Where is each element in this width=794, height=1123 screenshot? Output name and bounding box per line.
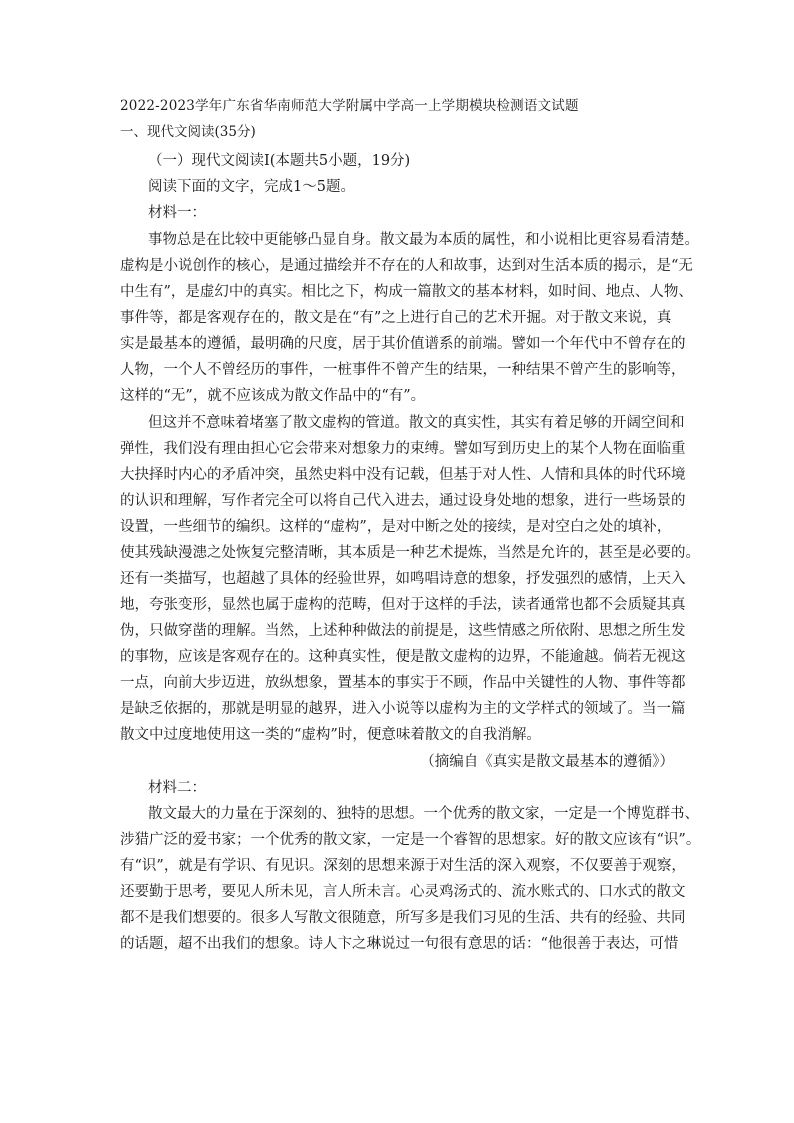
paragraph-line: 地，夸张变形，显然也属于虚构的范畴，但对于这样的手法，读者通常也都不会质疑其真 [120, 597, 686, 613]
paragraph-line: 涉猎广泛的爱书家；一个优秀的散文家，一定是一个睿智的思想家。好的散文应该有“识”。 [120, 832, 701, 848]
paragraph-line: 是缺乏依据的，那就是明显的越界，进入小说等以虚构为主的文学样式的领域了。当一篇 [120, 701, 686, 717]
paragraph-line: 有“识”，就是有学识、有见识。深刻的思想来源于对生活的深入观察，不仅要善于观察， [120, 858, 686, 874]
paragraph-line: 设置，一些细节的编织。这样的“虚构”，是对中断之处的接续，是对空白之处的填补， [120, 519, 672, 535]
paragraph-line: 使其残缺漫漶之处恢复完整清晰，其本质是一种艺术提炼，当然是允许的，甚至是必要的。 [120, 545, 700, 561]
document-title: 2022-2023学年广东省华南师范大学附属中学高一上学期模块检测语文试题 [120, 98, 579, 114]
paragraph-line: 的认识和理解，写作者完全可以将自己代入进去，通过设身处地的想象，进行一些场景的 [120, 493, 686, 509]
paragraph-line: 散文中过度地使用这一类的“虚构”时，便意味着散文的自我消解。 [120, 727, 541, 743]
instruction: 阅读下面的文字，完成1～5题。 [148, 179, 355, 195]
paragraph-line: 事件等，都是客观存在的，散文是在“有”之上进行自己的艺术开掘。对于散文来说，真 [120, 310, 672, 326]
material-one-label: 材料一： [148, 205, 206, 221]
material-two-label: 材料二： [148, 780, 206, 796]
paragraph-line: 事物总是在比较中更能够凸显自身。散文最为本质的属性，和小说相比更容易看清楚。 [148, 232, 699, 248]
paragraph-line: 都不是我们想要的。很多人写散文很随意，所写多是我们习见的生活、共有的经验、共同 [120, 910, 686, 926]
section-heading: 一、现代文阅读(35分) [120, 124, 256, 140]
paragraph-line: 实是最基本的遵循，最明确的尺度，居于其价值谱系的前端。譬如一个年代中不曾存在的 [120, 336, 686, 352]
paragraph-line: 虚构是小说创作的核心，是通过描绘并不存在的人和故事，达到对生活本质的揭示，是“无 [120, 258, 693, 274]
paragraph-line: 人物，一个人不曾经历的事件，一桩事件不曾产生的结果，一种结果不曾产生的影响等， [120, 362, 686, 378]
paragraph-line: 这样的“无”，就不应该成为散文作品中的“有”。 [120, 388, 426, 404]
paragraph-line: 的话题，超不出我们的想象。诗人卞之琳说过一句很有意思的话：“他很善于表达，可惜 [120, 936, 679, 952]
paragraph-line: 还要勤于思考，要见人所未见，言人所未言。心灵鸡汤式的、流水账式的、口水式的散文 [120, 884, 686, 900]
paragraph-line: 弹性，我们没有理由担心它会带来对想象力的束缚。譬如写到历史上的某个人物在面临重 [120, 441, 686, 457]
paragraph-line: 的事物，应该是客观存在的。这种真实性，便是散文虚构的边界，不能逾越。倘若无视这 [120, 649, 686, 665]
material-one-source: （摘编自《真实是散文最基本的遵循》） [420, 754, 674, 770]
paragraph-line: 但这并不意味着堵塞了散文虚构的管道。散文的真实性，其实有着足够的开阔空间和 [148, 415, 685, 431]
paragraph-line: 中生有”，是虚幻中的真实。相比之下，构成一篇散文的基本材料，如时间、地点、人物、 [120, 284, 693, 300]
paragraph-line: 还有一类描写，也超越了具体的经验世界，如鸣唱诗意的想象，抒发强烈的感情，上天入 [120, 571, 686, 587]
paragraph-line: 一点，向前大步迈进，放纵想象，置基本的事实于不顾，作品中关键性的人物、事件等都 [120, 675, 686, 691]
subsection-heading: （一）现代文阅读Ⅰ(本题共5小题，19分) [148, 153, 411, 169]
paragraph-line: 大抉择时内心的矛盾冲突，虽然史料中没有记载，但基于对人性、人情和具体的时代环境 [120, 467, 686, 483]
paragraph-line: 伪，只做穿凿的理解。当然，上述种种做法的前提是，这些情感之所依附、思想之所生发 [120, 623, 686, 639]
paragraph-line: 散文最大的力量在于深刻的、独特的思想。一个优秀的散文家，一定是一个博览群书、 [148, 806, 699, 822]
